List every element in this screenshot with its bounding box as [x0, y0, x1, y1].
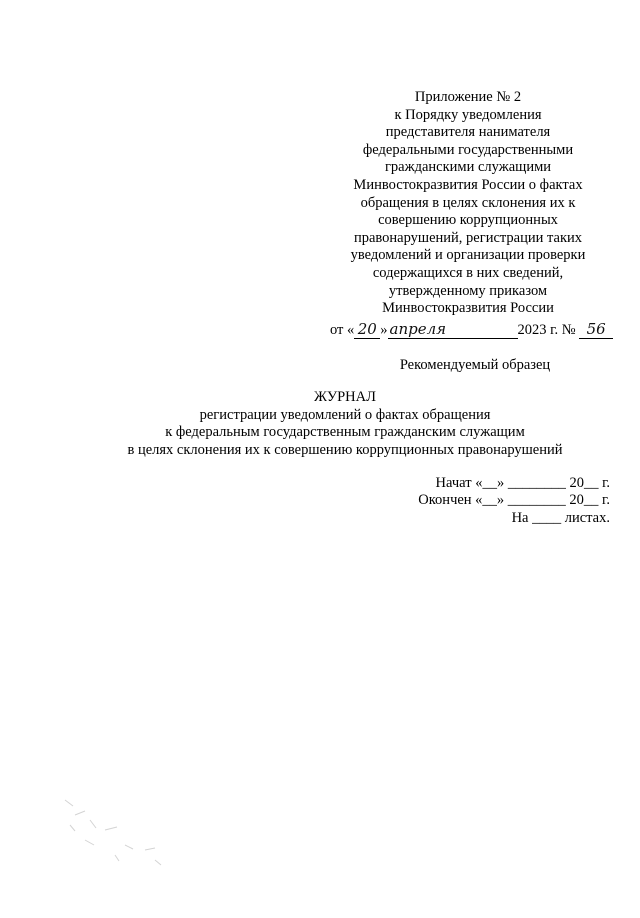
date-mid: » — [380, 322, 388, 338]
year-text: 2023 г. № — [517, 322, 576, 338]
handwritten-month: апреля — [388, 320, 518, 339]
journal-fields — [418, 475, 610, 527]
journal-title-block — [80, 389, 610, 459]
journal-title: ЖУРНАЛ — [314, 389, 376, 405]
handwritten-number: 56 — [579, 320, 613, 339]
faint-stamp-mark — [55, 790, 195, 870]
appendix-line: утвержденному приказом — [388, 282, 548, 299]
appendix-line: правонарушений, регистрации таких — [353, 229, 582, 246]
appendix-line: Минвостокразвития России — [382, 300, 554, 317]
handwritten-day: 20 — [354, 320, 380, 339]
order-date-line — [330, 320, 613, 339]
journal-subtitle-line: регистрации уведомлений о фактах обращения — [199, 406, 491, 423]
appendix-header — [318, 89, 618, 318]
sheets-field: На ____ листах. — [511, 509, 610, 526]
appendix-line: Минвостокразвития России о фактах — [353, 176, 583, 193]
appendix-line: федеральными государственными — [362, 141, 574, 158]
appendix-line: к Порядку уведомления — [394, 106, 542, 123]
appendix-line: уведомлений и организации проверки — [350, 247, 586, 264]
appendix-line: обращения в целях склонения их к — [360, 194, 576, 211]
appendix-line: Приложение № 2 — [414, 89, 522, 105]
appendix-line: представителя нанимателя — [385, 124, 551, 141]
journal-subtitle-line: к федеральным государственным гражданским служащим — [165, 424, 525, 441]
appendix-line: содержащихся в них сведений, — [372, 264, 564, 281]
journal-subtitle-line: в целях склонения их к совершению коррупционных правонарушений — [127, 441, 563, 458]
recommended-sample-label: Рекомендуемый образец — [399, 357, 551, 373]
date-prefix: от « — [330, 322, 355, 338]
appendix-line: совершению коррупционных — [378, 212, 558, 229]
started-field: Начат «__» ________ 20__ г. — [435, 475, 610, 491]
ended-field: Окончен «__» ________ 20__ г. — [418, 492, 610, 509]
appendix-line: гражданскими служащими — [384, 159, 552, 176]
